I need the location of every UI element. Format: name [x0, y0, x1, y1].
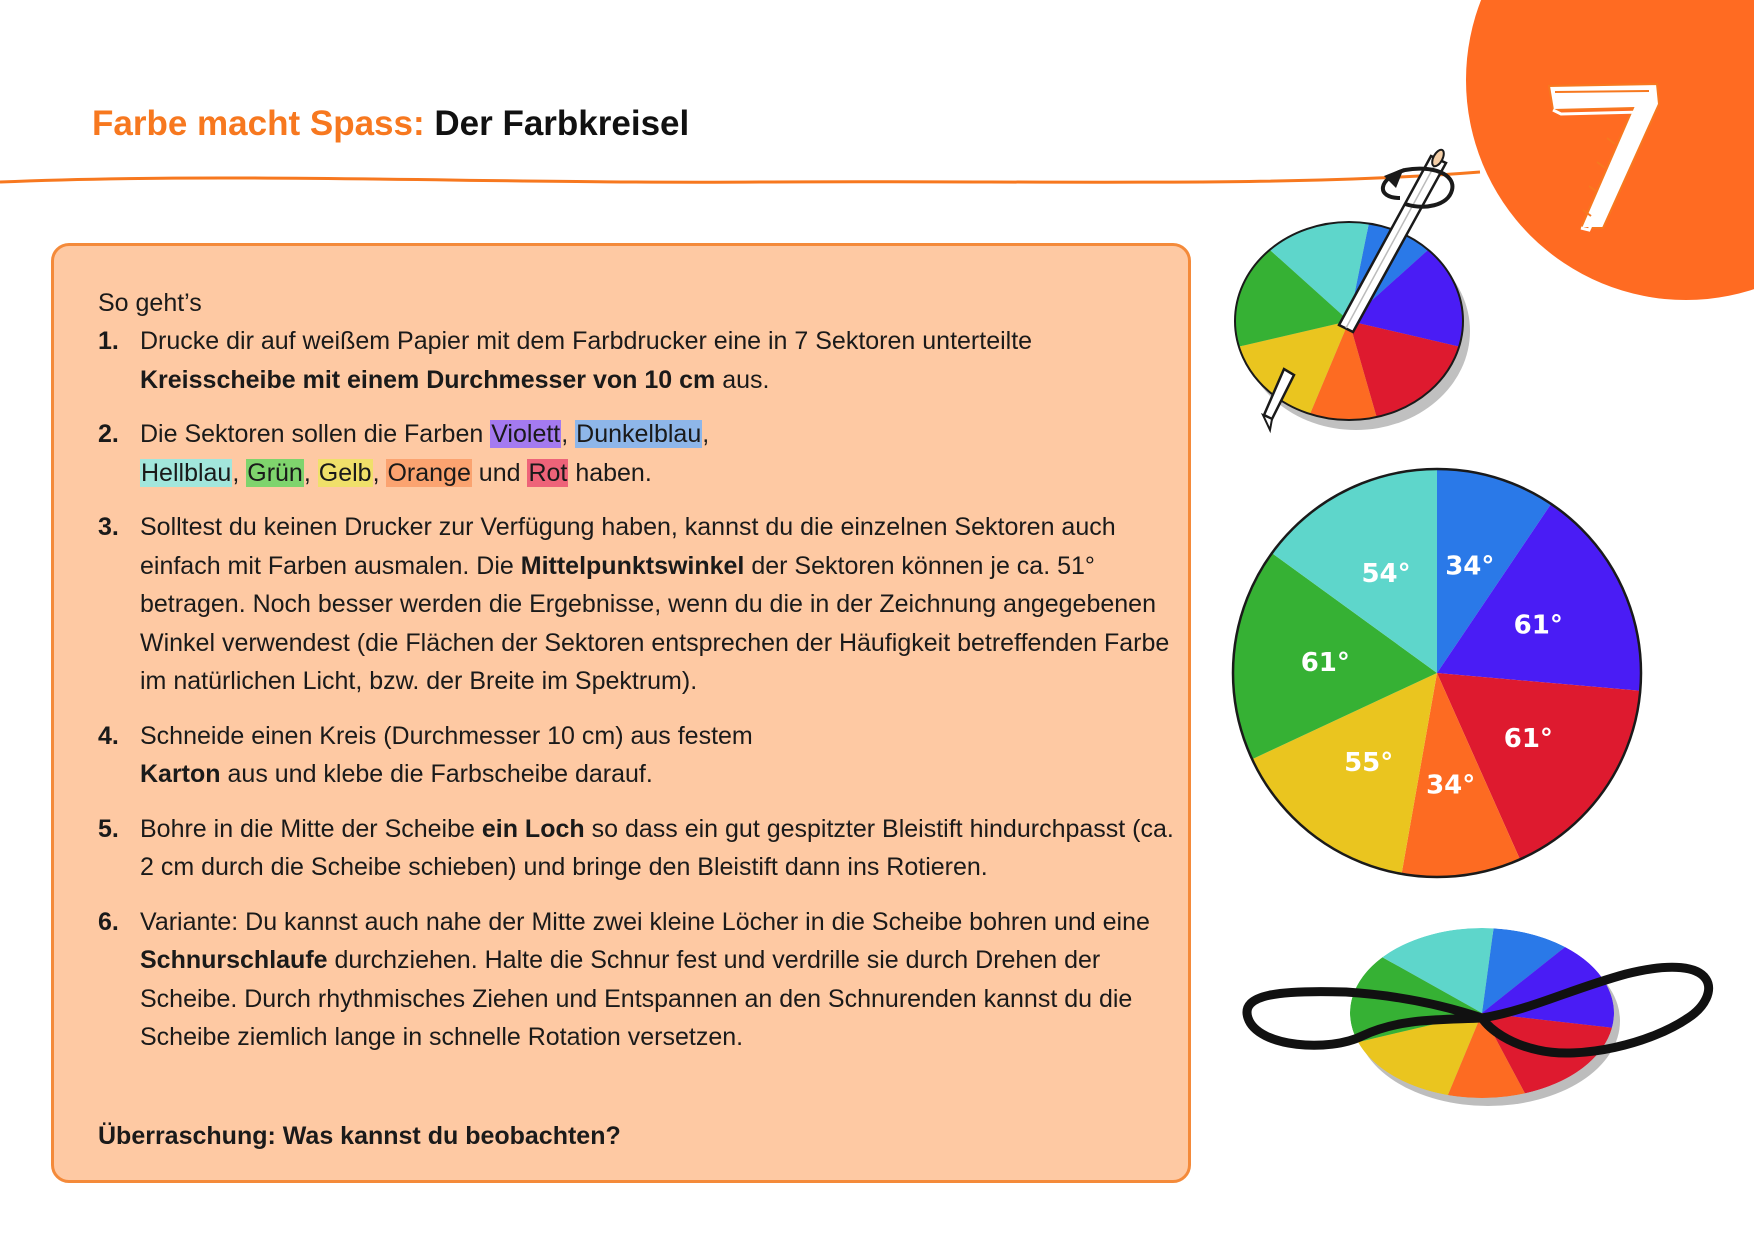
step-number: 6.: [98, 907, 119, 936]
separator: ,: [303, 458, 318, 487]
step-emphasis: Mittelpunktswinkel: [520, 551, 745, 580]
color-highlight-gelb: Gelb: [318, 458, 372, 487]
step-text: aus und klebe die Farbscheibe darauf.: [220, 760, 653, 788]
step-number: 4.: [98, 721, 119, 750]
string-disc-illustration: [1247, 928, 1709, 1106]
angle-label: 34°: [1426, 770, 1476, 801]
title-topic: Farbe macht Spass:: [92, 104, 425, 143]
step-emphasis: Karton: [140, 760, 221, 788]
separator: haben.: [568, 458, 652, 487]
color-highlight-hellblau: Hellblau: [141, 458, 232, 487]
step-text: durchziehen. Halte die Schnur fest und verdrille sie durch Drehen der Scheibe. Durch rhythmisches Ziehen und Entspannen an den Schnurenden kannst du die Scheibe ziemlich lange in schnelle Rotation versetzen.: [140, 946, 1133, 1051]
separator: und: [471, 458, 528, 487]
angle-label: 61°: [1513, 610, 1563, 641]
angle-label: 34°: [1445, 551, 1495, 582]
step-text: aus.: [715, 365, 770, 394]
step-number: 2.: [98, 420, 119, 448]
color-highlight-violett: Violett: [491, 420, 561, 448]
separator: ,: [702, 420, 710, 448]
step-emphasis: Schnurschlaufe: [140, 946, 328, 974]
final-question: Überraschung: Was kannst du beobachten?: [98, 1122, 621, 1150]
step-text: Die Sektoren sollen die Farben: [140, 420, 491, 448]
color-highlight-orange: Orange: [387, 458, 471, 487]
angle-label: 61°: [1503, 724, 1553, 755]
angle-label: 54°: [1361, 559, 1411, 590]
separator: ,: [232, 458, 247, 487]
step-text: Variante: Du kannst auch nahe der Mitte zwei kleine Löcher in die Scheibe bohren und eine: [140, 907, 1150, 936]
step-text: der Sektoren können je ca. 51° betragen. Noch besser werden die Ergebnisse, wenn du die in der Zeichnung angegebenen Winkel verwendest (die Flächen der Sektoren entsprechen der Häufigkeit betreffenden Farbe im natürlichen Licht, bzw. der Breite im Spektrum).: [140, 551, 1170, 695]
instructions-intro: So geht’s: [98, 289, 202, 317]
separator: ,: [372, 458, 387, 487]
angle-label: 55°: [1344, 748, 1394, 779]
title-subject: Der Farbkreisel: [434, 104, 690, 143]
step-number: 5.: [98, 814, 119, 843]
separator: ,: [561, 420, 576, 448]
color-highlight-dunkelblau: Dunkelblau: [576, 420, 702, 448]
step-text: Solltest du keinen Drucker zur Verfügung haben, kannst du die einzelnen Sektoren auch einfach mit Farben ausmalen. Die: [140, 513, 1116, 580]
color-highlight-gruen: Grün: [247, 458, 303, 487]
spinning-top-illustration: [1235, 148, 1470, 430]
step-emphasis: ein Loch: [481, 814, 585, 843]
step-number: 1.: [98, 327, 119, 355]
step-text: Schneide einen Kreis (Durchmesser 10 cm) aus festem: [140, 721, 753, 750]
color-highlight-rot: Rot: [528, 458, 568, 487]
step-text: Bohre in die Mitte der Scheibe: [140, 814, 482, 843]
color-wheel: [1233, 469, 1641, 877]
step-emphasis: Kreisscheibe mit einem Durchmesser von 10 cm: [140, 365, 716, 394]
angle-label: 61°: [1300, 648, 1350, 679]
step-number: 3.: [98, 513, 119, 541]
step-text: Drucke dir auf weißem Papier mit dem Farbdrucker eine in 7 Sektoren unterteilte: [140, 327, 1033, 355]
step-text: so dass ein gut gespitzter Bleistift hindurchpasst (ca. 2 cm durch die Scheibe schieben) und bringe den Bleistift dann ins Rotieren.: [140, 814, 1174, 881]
